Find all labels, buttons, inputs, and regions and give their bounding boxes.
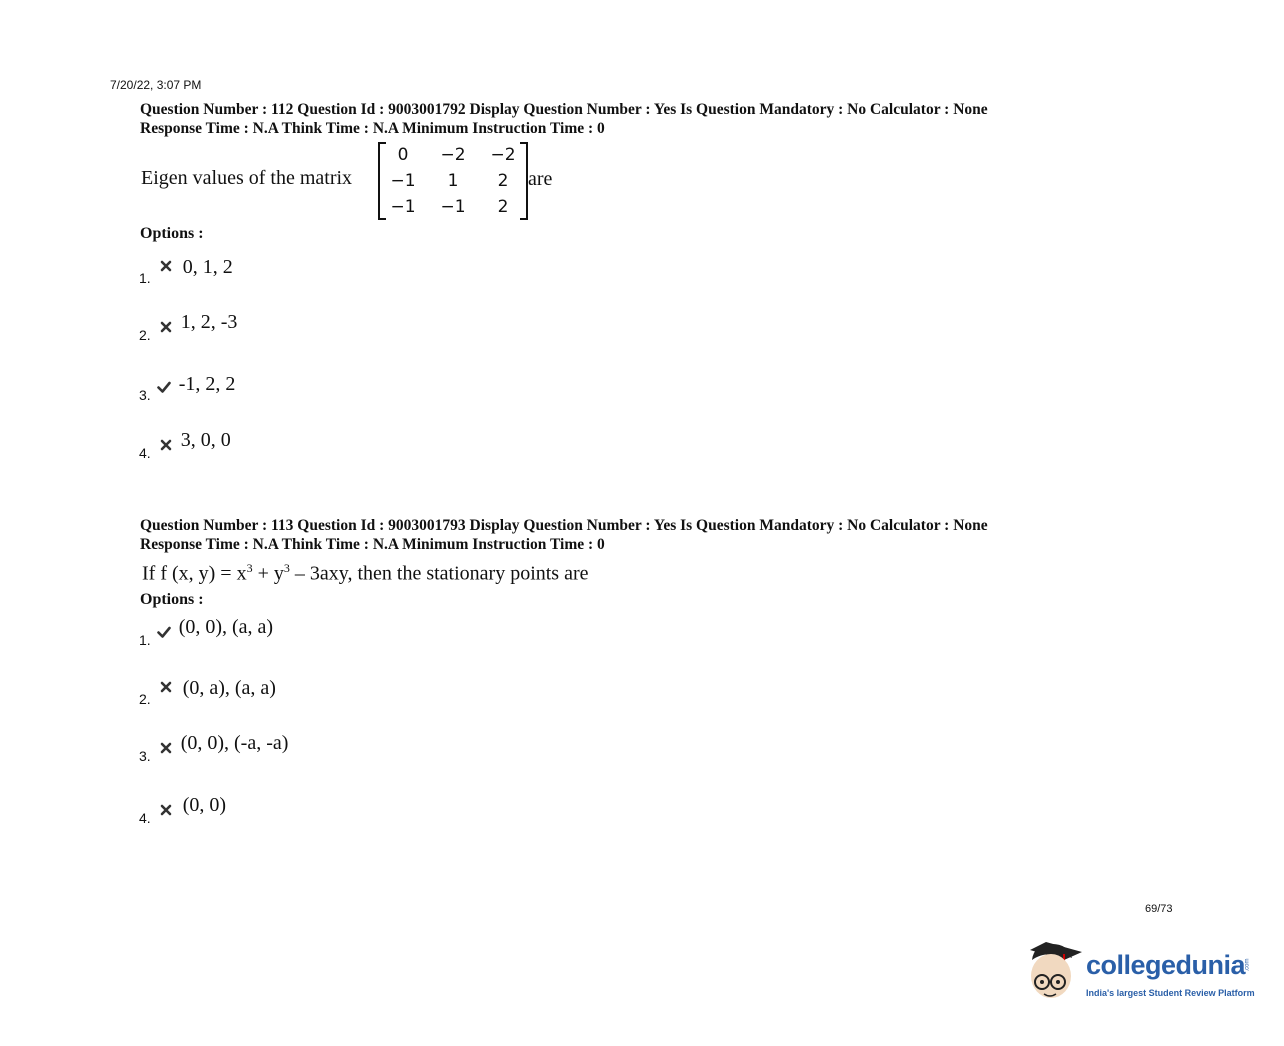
option-text: -1, 2, 2 — [178, 373, 236, 395]
print-timestamp: 7/20/22, 3:07 PM — [110, 78, 202, 92]
matrix-cell: −2 — [490, 145, 516, 165]
q113-text-part3: – 3axy, then the stationary points are — [289, 562, 589, 585]
cross-icon — [159, 742, 177, 759]
q113-options-label: Options : — [140, 591, 204, 608]
q112-meta — [140, 100, 988, 138]
cross-icon — [159, 681, 177, 698]
logo-tagline: India's largest Student Review Platform — [1086, 988, 1255, 998]
cross-icon — [159, 439, 177, 456]
matrix-cell: 2 — [497, 197, 509, 217]
q113-meta — [140, 516, 988, 554]
option-text: 1, 2, -3 — [180, 311, 238, 333]
logo-dot-com: .com — [1244, 958, 1251, 972]
matrix-cell: 1 — [447, 171, 459, 191]
option-text: 3, 0, 0 — [180, 429, 231, 451]
matrix-cell: −2 — [440, 145, 466, 165]
q112-option-2 — [139, 311, 238, 343]
q113-exponent-1: 3 — [246, 561, 253, 575]
option-text: 0, 1, 2 — [182, 256, 233, 278]
q113-option-2 — [139, 677, 276, 707]
option-number: 3. — [139, 387, 151, 403]
matrix-cell: −1 — [390, 197, 416, 217]
matrix-cell: −1 — [440, 197, 466, 217]
q113-option-1 — [139, 616, 274, 648]
q113-meta-line1: Question Number : 113 Question Id : 9003001793 Display Question Number : Yes Is Question Mandatory : No Calculator : None — [140, 517, 988, 534]
q113-option-4 — [139, 794, 227, 826]
logo-wordmark: collegedunia — [1086, 950, 1246, 980]
q113-option-3 — [139, 732, 289, 764]
q113-meta-line2: Response Time : N.A Think Time : N.A Minimum Instruction Time : 0 — [140, 536, 605, 553]
q112-options-label: Options : — [140, 225, 204, 242]
page-number: 69/73 — [1145, 903, 1173, 915]
check-icon — [157, 626, 175, 643]
q113-text — [142, 561, 589, 586]
q112-option-3 — [139, 373, 236, 403]
cross-icon — [159, 804, 177, 821]
matrix-cell: −1 — [390, 171, 416, 191]
q113-exponent-2: 3 — [283, 561, 290, 575]
option-number: 1. — [139, 270, 151, 286]
cross-icon — [159, 321, 177, 338]
option-text: (0, 0), (-a, -a) — [180, 732, 289, 754]
q112-meta-line2: Response Time : N.A Think Time : N.A Minimum Instruction Time : 0 — [140, 120, 605, 137]
collegedunia-mascot-logo — [1024, 940, 1086, 1011]
option-number: 2. — [139, 691, 151, 707]
option-number: 4. — [139, 810, 151, 826]
option-number: 4. — [139, 445, 151, 461]
q112-text-after: are — [528, 168, 553, 190]
option-text: (0, 0), (a, a) — [178, 616, 274, 638]
q112-text-before: Eigen values of the matrix — [141, 167, 353, 189]
check-icon — [157, 381, 175, 398]
q112-matrix — [378, 142, 528, 220]
matrix-cell: 2 — [497, 171, 509, 191]
option-number: 3. — [139, 748, 151, 764]
option-text: (0, a), (a, a) — [182, 677, 276, 699]
option-text: (0, 0) — [182, 794, 227, 816]
cross-icon — [159, 260, 177, 277]
q112-option-1 — [139, 256, 233, 286]
matrix-right-bracket — [520, 142, 528, 220]
q113-text-part2: + y — [252, 562, 284, 585]
option-number: 1. — [139, 632, 151, 648]
option-number: 2. — [139, 327, 151, 343]
q112-option-4 — [139, 429, 231, 461]
matrix-left-bracket — [378, 142, 386, 220]
q112-meta-line1: Question Number : 112 Question Id : 9003001792 Display Question Number : Yes Is Question Mandatory : No Calculator : None — [140, 101, 988, 118]
matrix-cell: 0 — [397, 145, 409, 165]
q113-text-part1: If f (x, y) = x — [142, 562, 247, 585]
